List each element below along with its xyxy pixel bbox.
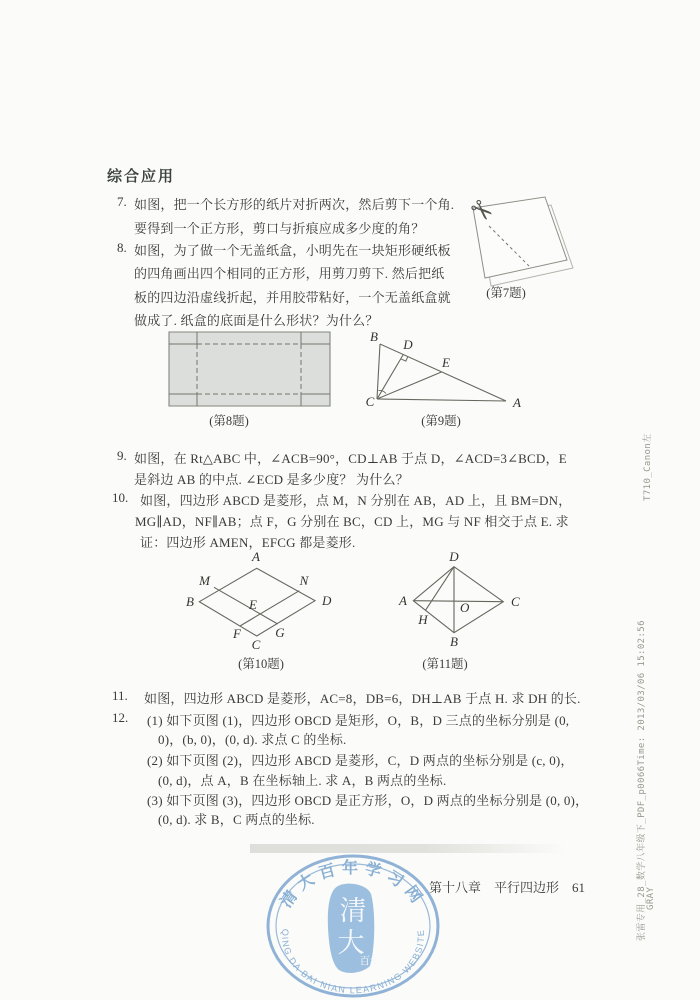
point-label-E: E	[442, 355, 450, 370]
problem-9-line: 是斜边 AB 的中点. ∠ECD 是多少度？ 为什么？	[134, 472, 409, 487]
footer-page-number: 61	[572, 880, 585, 895]
figure-11-caption: (第11题)	[422, 657, 468, 671]
point-label-B: B	[370, 329, 378, 344]
problem-10-number: 10.	[112, 490, 129, 505]
section-heading: 综合应用	[107, 168, 176, 185]
problem-7-number: 7.	[117, 194, 127, 209]
problem-7-line: 要得到一个正方形，剪口与折痕应成多少度的角？	[134, 221, 425, 236]
point-label-C: C	[251, 637, 261, 652]
figure-7-caption: (第7题)	[486, 286, 526, 300]
seal-char-2: 大	[337, 928, 365, 958]
problem-12-line: (2) 如下页图 (2)，四边形 ABCD 是菱形，C，D 两点的坐标分别是 (c, 0)，	[147, 753, 574, 768]
print-mark-top: T710_Canon左	[643, 433, 653, 501]
point-label-G: G	[275, 625, 285, 640]
point-label-D: D	[449, 549, 459, 564]
problem-9-number: 9.	[117, 448, 127, 463]
problem-12-line: (3) 如下页图 (3)，四边形 OBCD 是正方形，O，D 两点的坐标分别是 (0, 0)，	[147, 793, 589, 808]
problem-10-line: 证：四边形 AMEN，EFCG 都是菱形.	[140, 535, 356, 550]
problem-8-line: 板的四边沿虚线折起，并用胶带粘好，一个无盖纸盒就	[134, 290, 451, 305]
figure-7-paper-scissors	[445, 192, 590, 287]
point-label-D: D	[322, 593, 332, 608]
problem-8-line: 如图，为了做一个无盖纸盒，小明先在一块矩形硬纸板	[134, 243, 451, 258]
problem-8-line: 的四角画出四个相同的正方形，用剪刀剪下. 然后把纸	[134, 266, 445, 281]
point-label-A: A	[252, 549, 260, 564]
point-label-E: E	[249, 597, 257, 612]
watermark-bottom-arc-text: QING DA BAI NIAN LEARNING WEBSITE	[279, 928, 427, 996]
point-label-A: A	[513, 395, 521, 410]
print-mark-bottom: 张雷专用_28_数学八年级下_PDF_p0066Time: 2013/03/06 15:02:56	[637, 620, 647, 941]
problem-12-number: 12.	[112, 710, 129, 725]
watermark-stamp	[252, 840, 456, 1000]
point-label-F: F	[233, 626, 241, 641]
problem-10-line: 如图，四边形 ABCD 是菱形，点 M，N 分别在 AB，AD 上，且 BM=DN，	[140, 493, 572, 508]
point-label-M: M	[199, 573, 210, 588]
figure-11-rhombus	[393, 548, 528, 653]
problem-12-line: (0, d)，点 A，B 在坐标轴上. 求 A，B 两点的坐标.	[158, 773, 447, 788]
problem-7-line: 如图，把一个长方形的纸片对折两次，然后剪下一个角.	[134, 197, 455, 212]
print-mark-gray: GRAY	[646, 886, 656, 910]
problem-12-line: (1) 如下页图 (1)，四边形 OBCD 是矩形，O，B，D 三点的坐标分别是 (0,	[147, 713, 570, 728]
problem-8-line: 做成了. 纸盒的底面是什么形状？为什么？	[134, 313, 379, 328]
problem-8-number: 8.	[117, 240, 127, 255]
figure-8-caption: (第8题)	[209, 414, 249, 428]
problem-9-line: 如图，在 Rt△ABC 中，∠ACB=90°，CD⊥AB 于点 D，∠ACD=3∠BCD，E	[134, 451, 567, 466]
point-label-A: A	[399, 593, 407, 608]
problem-10-line: MG∥AD，NF∥AB；点 F，G 分别在 BC，CD 上，MG 与 NF 相交于点 E. 求	[135, 514, 569, 529]
watermark-top-arc-text: 清大百年学习网	[277, 860, 429, 911]
seal-small-chars: 百年	[359, 956, 381, 967]
point-label-O: O	[460, 600, 470, 615]
problem-11-number: 11.	[112, 688, 128, 703]
seal-char-1: 清	[339, 896, 367, 926]
figure-10-caption: (第10题)	[238, 657, 284, 671]
footer-section: 平行四边形	[493, 880, 559, 895]
problem-12-line: 0)，(b, 0)，(0, d). 求点 C 的坐标.	[158, 732, 347, 747]
scissors-icon: ✂	[462, 192, 500, 230]
point-label-B: B	[450, 634, 458, 649]
figure-9-triangle	[365, 328, 560, 414]
problem-12-line: (0, d). 求 B，C 两点的坐标.	[158, 812, 315, 827]
point-label-B: B	[186, 594, 194, 609]
figure-8-box-net	[168, 331, 333, 409]
footer-chapter: 第十八章	[428, 880, 481, 895]
point-label-N: N	[299, 573, 309, 588]
point-label-C: C	[365, 394, 375, 409]
point-label-C: C	[511, 594, 520, 609]
problem-11-line: 如图，四边形 ABCD 是菱形，AC=8，DB=6，DH⊥AB 于点 H. 求 DH 的长.	[144, 691, 581, 706]
point-label-H: H	[418, 612, 428, 627]
figure-9-caption: (第9题)	[421, 414, 461, 428]
figure-10-rhombus	[163, 548, 363, 660]
point-label-D: D	[403, 337, 413, 352]
page-footer	[380, 877, 585, 896]
